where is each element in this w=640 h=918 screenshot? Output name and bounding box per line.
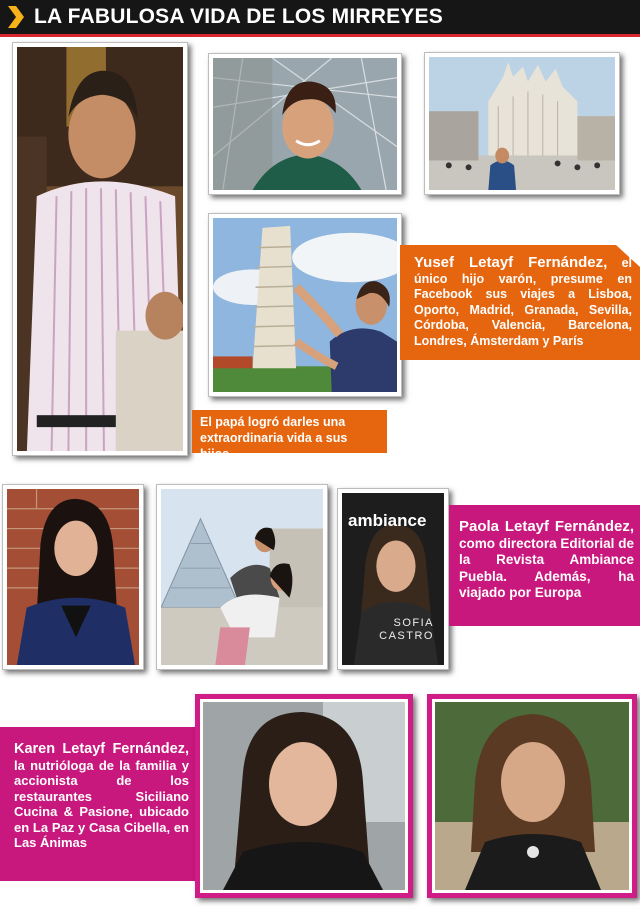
caption-yusef-name: Yusef Letayf Fernández, (414, 254, 608, 271)
magazine-cover-name: SOFIA CASTRO (379, 617, 434, 642)
photo-yusef-pisa-tower (208, 213, 402, 397)
section-header (0, 0, 640, 34)
photo-yusef-milan-cathedral (424, 52, 620, 195)
photo-yusef-selfie (208, 53, 402, 195)
magazine-cover-ambiance (337, 488, 449, 670)
caption-yusef-text: el único hijo varón, presume en Facebook sus viajes a Lisboa, Oporto, Madrid, Granada, Sevilla, Córdoba, Valencia, Barcelona, Londres, Ámsterdam y París (414, 256, 632, 348)
magazine-title: ambiance (348, 511, 427, 530)
caption-corner-notch (616, 245, 640, 267)
caption-father: El papá logró darles una extraordinaria vida a sus hijos (192, 410, 387, 453)
caption-paola-name: Paola Letayf Fernández, (459, 518, 634, 535)
section-title: LA FABULOSA VIDA DE LOS MIRREYES (34, 5, 443, 28)
photo-paola-louvre (156, 484, 328, 670)
caption-karen-name: Karen Letayf Fernández, (14, 741, 189, 757)
caption-karen (0, 727, 197, 881)
photo-karen-portrait (427, 694, 637, 898)
caption-paola-text: como directora Editorial de la Revista Ambiance Puebla. Además, ha viajado por Europa (459, 535, 634, 600)
caption-yusef (400, 245, 640, 360)
photo-karen-car-selfie (195, 694, 413, 898)
chevron-right-icon (8, 6, 24, 28)
photo-paola-portrait (2, 484, 144, 670)
caption-paola (449, 505, 640, 626)
caption-karen-text: la nutrióloga de la familia y accionista de los restaurantes Siciliano Cucina & Pasione, ubicado en La Paz y Casa Cibella, en Las Ánimas (14, 757, 189, 850)
photo-father (12, 42, 188, 456)
header-rule (0, 34, 640, 37)
